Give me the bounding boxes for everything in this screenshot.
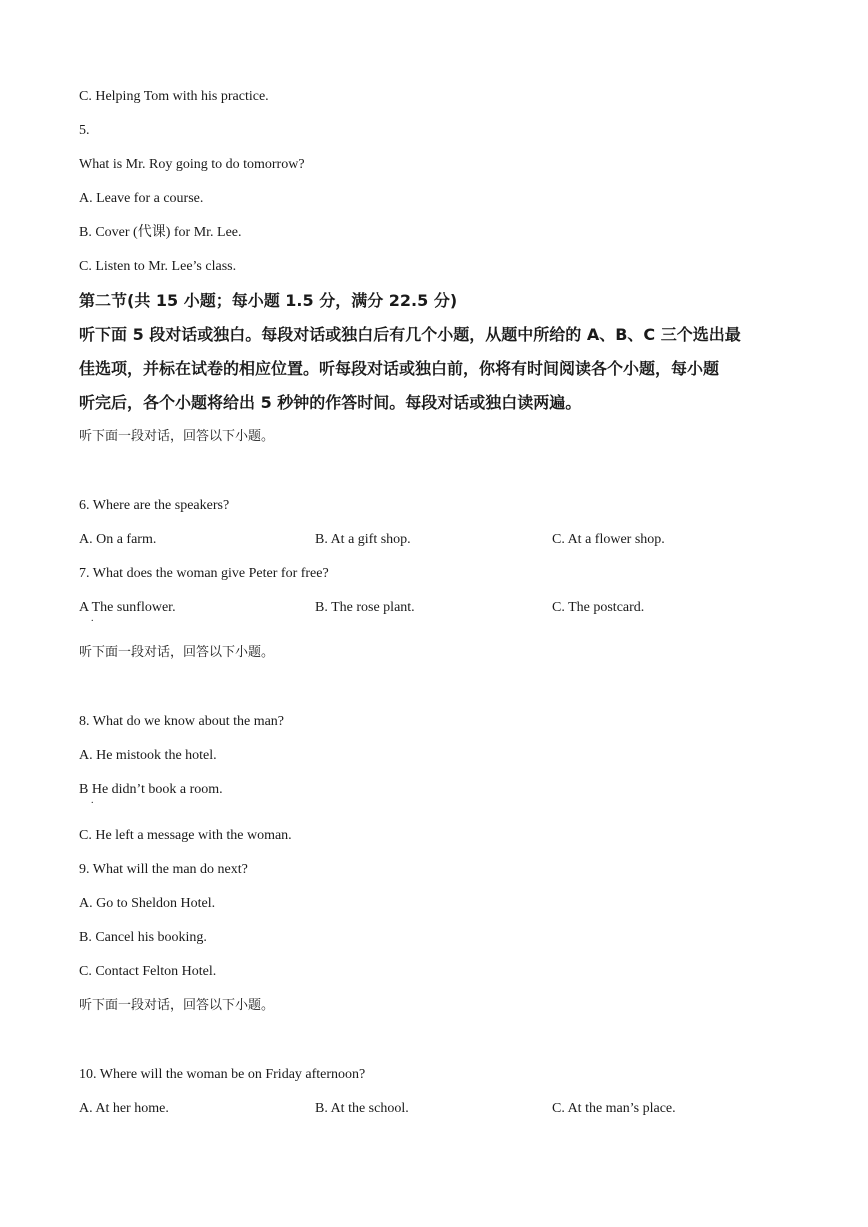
listen-prompt-3: 听下面一段对话，回答以下小题。 bbox=[79, 998, 275, 1013]
question-9-text: 9. What will the man do next? bbox=[79, 862, 248, 877]
question-6-text: 6. Where are the speakers? bbox=[79, 498, 230, 513]
option-c-q8: C. He left a message with the woman. bbox=[79, 828, 292, 843]
question-8-text: 8. What do we know about the man? bbox=[79, 714, 285, 729]
option-b-q5: B. Cover (代课) for Mr. Lee. bbox=[79, 225, 242, 240]
section-instructions-line3: 听完后，各个小题将给出 5 秒钟的作答时间。每段对话或独白读两遍。 bbox=[79, 393, 582, 412]
option-b-q7: B. The rose plant. bbox=[315, 600, 415, 615]
option-a-q10: A. At her home. bbox=[79, 1101, 169, 1116]
section-instructions-line2: 佳选项，并标在试卷的相应位置。听每段对话或独白前，你将有时间阅读各个小题，每小题 bbox=[79, 359, 720, 378]
option-c-q7: C. The postcard. bbox=[552, 600, 645, 615]
option-b-q10: B. At the school. bbox=[315, 1101, 409, 1116]
question-10-text: 10. Where will the woman be on Friday afternoon? bbox=[79, 1067, 366, 1082]
option-c-q5: C. Listen to Mr. Lee’s class. bbox=[79, 259, 237, 274]
option-c-q6: C. At a flower shop. bbox=[552, 532, 665, 547]
option-a-q6: A. On a farm. bbox=[79, 532, 157, 547]
section-instructions-line1: 听下面 5 段对话或独白。每段对话或独白后有几个小题，从题中所给的 A、B、C 三个选出最 bbox=[79, 325, 741, 344]
option-a-q5: A. Leave for a course. bbox=[79, 191, 204, 206]
question-number-5: 5. bbox=[79, 123, 90, 138]
stray-period-mark: . bbox=[91, 613, 94, 624]
section-title: 第二节(共 15 小题；每小题 1.5 分，满分 22.5 分) bbox=[79, 291, 458, 310]
option-b-q6: B. At a gift shop. bbox=[315, 532, 411, 547]
option-b-q8: B He didn’t book a room. bbox=[79, 782, 223, 797]
stray-period-mark: . bbox=[91, 795, 94, 806]
listen-prompt-2: 听下面一段对话，回答以下小题。 bbox=[79, 645, 275, 660]
question-7-text: 7. What does the woman give Peter for free? bbox=[79, 566, 329, 581]
option-c-q9: C. Contact Felton Hotel. bbox=[79, 964, 217, 979]
option-a-q7: A The sunflower. bbox=[79, 600, 176, 615]
option-b-q9: B. Cancel his booking. bbox=[79, 930, 207, 945]
option-c-q10: C. At the man’s place. bbox=[552, 1101, 676, 1116]
option-c-q4: C. Helping Tom with his practice. bbox=[79, 89, 269, 104]
listen-prompt-1: 听下面一段对话，回答以下小题。 bbox=[79, 429, 275, 444]
question-5-text: What is Mr. Roy going to do tomorrow? bbox=[79, 157, 305, 172]
option-a-q9: A. Go to Sheldon Hotel. bbox=[79, 896, 216, 911]
option-a-q8: A. He mistook the hotel. bbox=[79, 748, 217, 763]
